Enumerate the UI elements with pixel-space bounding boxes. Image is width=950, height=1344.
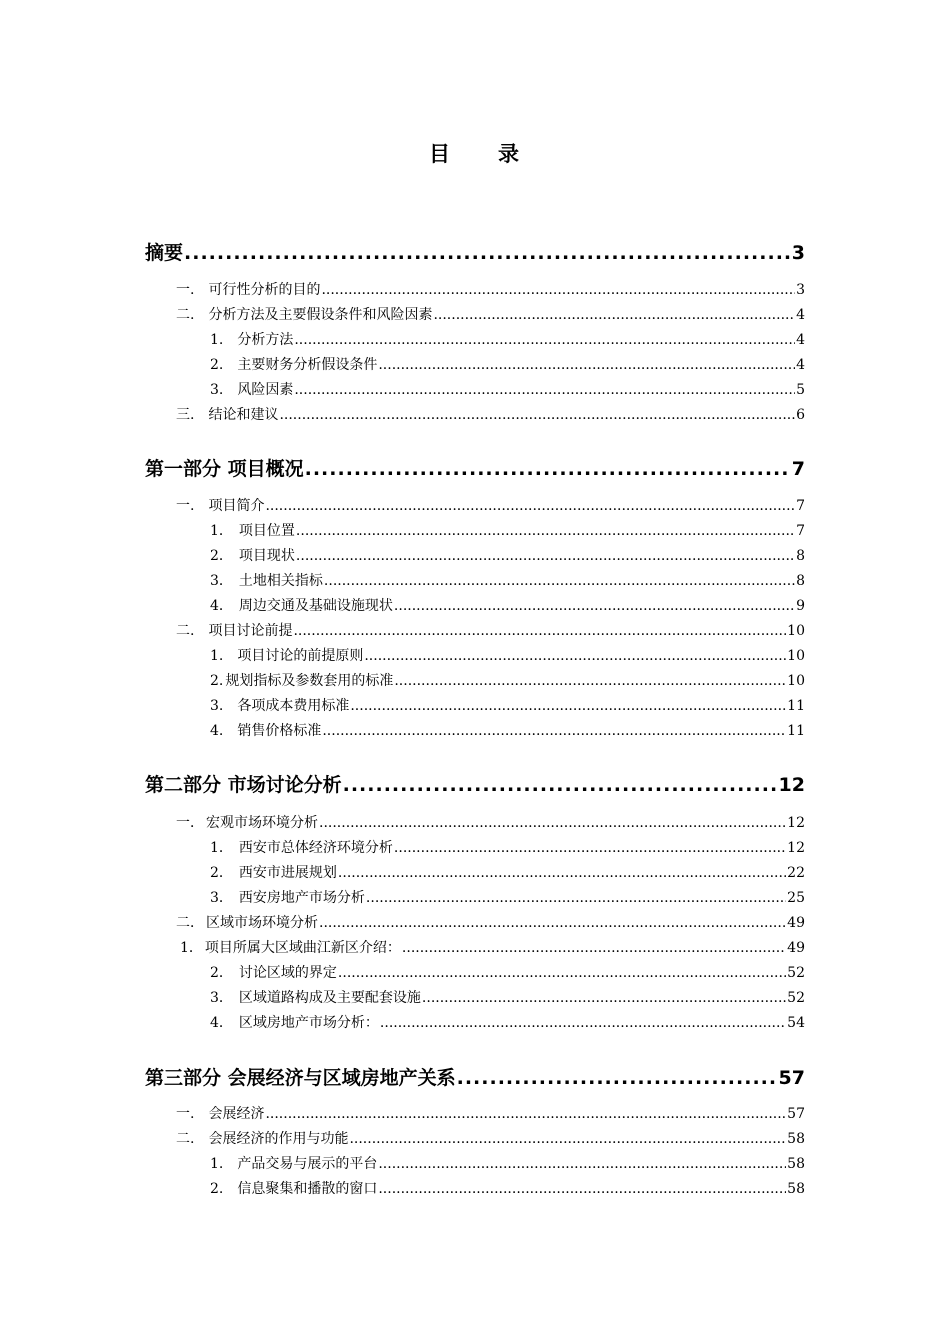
toc-page-number: 25 xyxy=(787,890,805,906)
dot-leader xyxy=(338,865,786,881)
toc-entry[interactable]: 一. 会展经济 ..... 57 xyxy=(176,1103,805,1123)
dot-leader xyxy=(378,1156,786,1172)
toc-entry-label: 风险因素 xyxy=(237,382,294,398)
toc-entry[interactable]: 3. 风险因素 ..... 5 xyxy=(210,379,805,399)
toc-entry-label: 区域市场环境分析 xyxy=(206,915,318,931)
toc-page-number: 10 xyxy=(787,623,805,639)
toc-page-number: 5 xyxy=(796,382,805,398)
dot-leader xyxy=(296,523,795,539)
toc-entry-label: 会展经济的作用与功能 xyxy=(208,1131,349,1147)
toc-entry[interactable]: 2． 项目现状 ..... 8 xyxy=(210,545,805,565)
toc-page-number: 12 xyxy=(778,774,805,796)
toc-entry[interactable]: 3． 土地相关指标 ..... 8 xyxy=(210,570,805,590)
dot-leader xyxy=(265,498,795,514)
toc-page-number: 9 xyxy=(796,598,805,614)
dot-leader xyxy=(322,723,786,739)
toc-entry[interactable]: 1． 项目位置 ..... 7 xyxy=(210,520,805,540)
dot-leader xyxy=(319,915,786,931)
toc-title-char: 录 xyxy=(498,142,521,166)
toc-page-number: 54 xyxy=(787,1015,805,1031)
dot-leader xyxy=(394,598,795,614)
toc-entry[interactable]: 1. 产品交易与展示的平台 ..... 58 xyxy=(210,1153,805,1173)
toc-entry-section[interactable] xyxy=(145,238,805,265)
toc-entry[interactable]: 1． 西安市总体经济环境分析 ..... 12 xyxy=(210,837,805,857)
toc-entry-label: 区域道路构成及主要配套设施 xyxy=(238,990,421,1006)
dot-leader xyxy=(457,1067,778,1089)
toc-entry-label: 项目简介 xyxy=(208,498,265,514)
toc-entry-label: 第三部分 会展经济与区域房地产关系 xyxy=(145,1067,456,1089)
toc-entry-label: 西安房地产市场分析 xyxy=(238,890,365,906)
toc-page-number: 4 xyxy=(796,357,805,373)
toc-entry-section[interactable] xyxy=(145,454,805,481)
toc-entry[interactable]: 2． 讨论区域的界定 ..... 52 xyxy=(210,962,805,982)
dot-leader xyxy=(294,332,795,348)
dot-leader xyxy=(305,458,791,480)
toc-page-number: 58 xyxy=(787,1181,805,1197)
toc-entry[interactable]: 2. 信息聚集和播散的窗口 ..... 58 xyxy=(210,1178,805,1198)
dot-leader xyxy=(279,407,795,423)
toc-entry-label: 西安市总体经济环境分析 xyxy=(238,840,393,856)
toc-entry[interactable]: 4． 区域房地产市场分析： ..... 54 xyxy=(210,1012,805,1032)
toc-page-number: 52 xyxy=(787,990,805,1006)
toc-entry-label: 讨论区域的界定 xyxy=(238,965,337,981)
toc-page-number: 12 xyxy=(787,815,805,831)
dot-leader xyxy=(324,573,795,589)
toc-entry-label: 结论和建议 xyxy=(208,407,279,423)
toc-entry[interactable]: 4. 销售价格标准 ..... 11 xyxy=(210,720,805,740)
toc-page-number: 8 xyxy=(796,548,805,564)
toc-entry-label: 分析方法 xyxy=(237,332,294,348)
toc-page-number: 58 xyxy=(787,1131,805,1147)
toc-entry-label: 土地相关指标 xyxy=(238,573,323,589)
toc-page-number: 49 xyxy=(787,915,805,931)
toc-entry[interactable]: 二. 会展经济的作用与功能 ..... 58 xyxy=(176,1128,805,1148)
dot-leader xyxy=(394,840,786,856)
toc-page-number: 6 xyxy=(796,407,805,423)
toc-entry[interactable]: 二. 分析方法及主要假设条件和风险因素 ..... 4 xyxy=(176,304,805,324)
toc-page-number: 52 xyxy=(787,965,805,981)
toc-entry-label: 项目现状 xyxy=(238,548,295,564)
toc-page-number: 58 xyxy=(787,1156,805,1172)
dot-leader xyxy=(433,307,795,323)
toc-page-number: 57 xyxy=(778,1067,805,1089)
dot-leader xyxy=(366,890,786,906)
toc-entry[interactable]: 2. 规划指标及参数套用的标准 ..... 10 xyxy=(210,670,805,690)
toc-page-number: 57 xyxy=(787,1106,805,1122)
toc-entry[interactable]: 3． 西安房地产市场分析 ..... 25 xyxy=(210,887,805,907)
toc-entry-label: 项目讨论的前提原则 xyxy=(237,648,364,664)
toc-entry[interactable]: 一． 宏观市场环境分析 ..... 12 xyxy=(176,812,805,832)
toc-entry-label: 项目讨论前提 xyxy=(208,623,293,639)
toc-page-number: 4 xyxy=(796,307,805,323)
toc-entry-label: 周边交通及基础设施现状 xyxy=(238,598,393,614)
toc-entry-label: 会展经济 xyxy=(208,1106,265,1122)
dot-leader xyxy=(293,623,786,639)
toc-entry-label: 规划指标及参数套用的标准 xyxy=(225,673,394,689)
toc-entry-section[interactable] xyxy=(145,1063,805,1090)
dot-leader xyxy=(422,990,786,1006)
toc-page-number: 22 xyxy=(787,865,805,881)
toc-entry-label: 销售价格标准 xyxy=(237,723,322,739)
toc-entry[interactable]: 三. 结论和建议 ..... 6 xyxy=(176,404,805,424)
toc-title xyxy=(0,138,950,168)
toc-entry[interactable]: 4． 周边交通及基础设施现状 ..... 9 xyxy=(210,595,805,615)
toc-page-number: 12 xyxy=(787,840,805,856)
toc-entry[interactable]: 一. 项目简介 ..... 7 xyxy=(176,495,805,515)
toc-entry-section[interactable] xyxy=(145,770,805,797)
toc-page-number: 10 xyxy=(787,648,805,664)
dot-leader xyxy=(338,965,786,981)
toc-page-number: 7 xyxy=(796,498,805,514)
toc-entry-label: 区域房地产市场分析： xyxy=(238,1015,379,1031)
toc-entry-label: 第二部分 市场讨论分析 xyxy=(145,774,342,796)
dot-leader xyxy=(378,357,795,373)
dot-leader xyxy=(294,382,795,398)
dot-leader xyxy=(364,648,786,664)
toc-entry[interactable]: 二． 区域市场环境分析 ..... 49 xyxy=(176,912,805,932)
toc-page-number: 3 xyxy=(796,282,805,298)
toc-page-number: 7 xyxy=(791,458,805,480)
toc-entry-label: 产品交易与展示的平台 xyxy=(237,1156,378,1172)
toc-page-number: 10 xyxy=(787,673,805,689)
dot-leader xyxy=(378,1181,786,1197)
toc-entry[interactable]: 1． 项目所属大区域曲江新区介绍： ..... 49 xyxy=(180,937,805,957)
toc-entry-label: 西安市进展规划 xyxy=(238,865,337,881)
toc-entry-label: 摘要 xyxy=(145,242,184,264)
toc-entry[interactable]: 3. 各项成本费用标准 ..... 11 xyxy=(210,695,805,715)
dot-leader xyxy=(265,1106,786,1122)
toc-entry[interactable]: 一. 可行性分析的目的 ..... 3 xyxy=(176,279,805,299)
toc-entry-label: 项目所属大区域曲江新区介绍： xyxy=(204,940,401,956)
toc-page-number: 8 xyxy=(796,573,805,589)
toc-entry-label: 主要财务分析假设条件 xyxy=(237,357,378,373)
dot-leader xyxy=(184,242,791,264)
toc-entry[interactable]: 3． 区域道路构成及主要配套设施 ..... 52 xyxy=(210,987,805,1007)
dot-leader xyxy=(402,940,786,956)
toc-entry-label: 可行性分析的目的 xyxy=(208,282,321,298)
dot-leader xyxy=(319,815,786,831)
dot-leader xyxy=(343,774,778,796)
dot-leader xyxy=(350,698,786,714)
toc-entry[interactable]: 2. 主要财务分析假设条件 ..... 4 xyxy=(210,354,805,374)
dot-leader xyxy=(394,673,786,689)
toc-page-number: 49 xyxy=(787,940,805,956)
dot-leader xyxy=(380,1015,786,1031)
toc-entry-label: 项目位置 xyxy=(238,523,295,539)
dot-leader xyxy=(349,1131,786,1147)
toc-entry-label: 信息聚集和播散的窗口 xyxy=(237,1181,378,1197)
toc-entry-label: 第一部分 项目概况 xyxy=(145,458,304,480)
toc-title-char: 目 xyxy=(429,142,452,166)
toc-page-number: 11 xyxy=(787,723,805,739)
toc-entry[interactable]: 2． 西安市进展规划 ..... 22 xyxy=(210,862,805,882)
toc-page-number: 7 xyxy=(796,523,805,539)
toc-entry[interactable]: 1. 项目讨论的前提原则 ..... 10 xyxy=(210,645,805,665)
toc-page-number: 4 xyxy=(796,332,805,348)
dot-leader xyxy=(321,282,795,298)
toc-entry-label: 各项成本费用标准 xyxy=(237,698,350,714)
toc-page-number: 3 xyxy=(791,242,805,264)
toc-entry-label: 宏观市场环境分析 xyxy=(206,815,318,831)
toc-entry-label: 分析方法及主要假设条件和风险因素 xyxy=(208,307,433,323)
toc-entry[interactable]: 二. 项目讨论前提 ..... 10 xyxy=(176,620,805,640)
toc-entry[interactable]: 1. 分析方法 ..... 4 xyxy=(210,329,805,349)
dot-leader xyxy=(296,548,795,564)
toc-page-number: 11 xyxy=(787,698,805,714)
